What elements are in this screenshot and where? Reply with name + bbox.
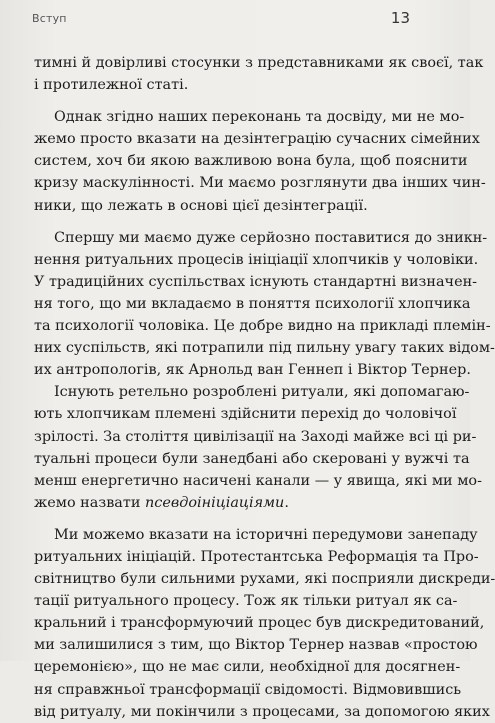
text-line: их антропологів, як Арнольд ван Геннеп і Віктор Тернер. xyxy=(34,362,471,379)
running-head: Вступ xyxy=(32,12,67,25)
text-line xyxy=(34,492,406,514)
text-line: від ритуалу, ми покінчили з процесами, за допомогою яких xyxy=(34,703,490,720)
text-line: ритуальних ініціацій. Протестантська Реформація та Про- xyxy=(34,548,479,565)
text-line: ники, що лежать в основі цієї дезінтеграції. xyxy=(34,197,368,214)
text-line: світництво були сильними рухами, які посприяли дискреди- xyxy=(34,571,495,588)
text-line: У традиційних суспільствах існують стандартні визначен- xyxy=(34,273,478,290)
text-line: зрілості. За століття цивілізації на Заході майже всі ці ри- xyxy=(34,428,477,445)
text-line: ня справжньої трансформації свідомості. Відмовившись xyxy=(34,681,462,698)
text-line: Спершу ми маємо дуже серйозно поставитися до зникн- xyxy=(54,229,488,246)
text-line: ня того, що ми вкладаємо в поняття психології хлопчика xyxy=(34,295,471,312)
page-number: 13 xyxy=(390,9,410,27)
text-line: тації ритуального процесу. Тож як тільки ритуал як са- xyxy=(34,593,458,610)
text-line: систем, хоч би якою важливою вона була, щоб пояснити xyxy=(34,153,468,170)
text-line: ми залишилися з тим, що Віктор Тернер назвав «простою xyxy=(34,637,478,654)
text-line: Ми можемо вказати на історичні передумови занепаду xyxy=(54,526,478,543)
paragraph xyxy=(34,106,486,216)
paragraph xyxy=(34,52,484,96)
text-line: нення ритуальних процесів ініціації хлопчиків у чоловіки. xyxy=(34,251,479,268)
text-line: туальні процеси були занедбані або скеровані у вужчі та xyxy=(34,450,470,467)
text-line: та психології чоловіка. Це добре видно на прикладі племін- xyxy=(34,318,491,335)
text-line: жемо просто вказати на дезінтеграцію сучасних сімейних xyxy=(34,131,480,148)
paragraph xyxy=(34,227,495,382)
text-line: кральний і трансформуючий процес був дискредитований, xyxy=(34,615,485,632)
body-text xyxy=(34,52,495,723)
text-line: них суспільств, які потрапили під пильну увагу таких відом- xyxy=(34,340,495,357)
text-line: менш енергетично насичені канали — у явища, які ми мо- xyxy=(34,472,482,489)
text-span: жемо назвати xyxy=(34,494,146,511)
text-line: церемонією», що не має сили, необхідної для досягнен- xyxy=(34,659,461,676)
text-line: Однак згідно наших переконань та досвіду, ми не мо- xyxy=(54,109,465,126)
text-span: . xyxy=(284,494,289,511)
text-line: ють хлопчикам племені здійснити перехід до чоловічої xyxy=(34,406,457,423)
paragraph xyxy=(34,381,482,514)
paragraph xyxy=(34,524,495,723)
emphasized-term: псевдоініціаціями xyxy=(145,494,285,511)
text-line: Існують ретельно розроблені ритуали, які допомагаю- xyxy=(54,384,470,401)
text-line: кризу маскулінності. Ми маємо розглянути два інших чин- xyxy=(34,175,486,192)
text-line: тимні й довірливі стосунки з представниками як своєї, так xyxy=(34,55,484,71)
text-line: і протилежної статі. xyxy=(34,77,189,94)
